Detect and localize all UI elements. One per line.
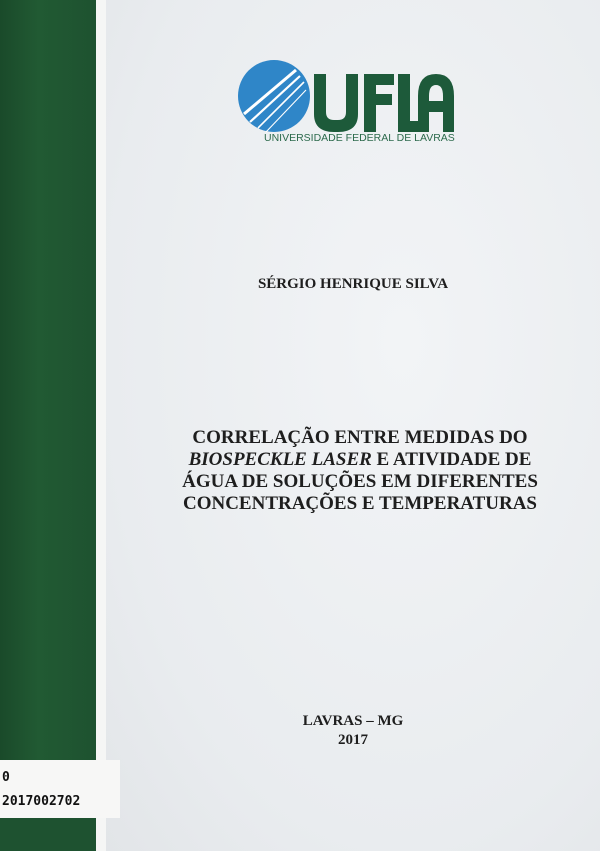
logo-globe-icon (238, 60, 310, 132)
logo-caption: UNIVERSIDADE FEDERAL DE LAVRAS (264, 132, 455, 144)
place: LAVRAS – MG (302, 713, 404, 729)
title-line-2 (150, 449, 570, 471)
title-line-2-rest: E ATIVIDADE DE (371, 449, 532, 470)
title-line-4: CONCENTRAÇÕES E TEMPERATURAS (182, 493, 537, 514)
label-line-2: 2017002702 (2, 794, 81, 809)
spine-edge-strip (96, 0, 106, 851)
author-name: SÉRGIO HENRIQUE SILVA (257, 276, 449, 292)
title-italic-term: BIOSPECKLE LASER (188, 449, 372, 470)
label-line-1: 0 (2, 770, 10, 785)
place-and-year (106, 712, 600, 750)
thesis-title (150, 427, 570, 515)
library-label (0, 760, 120, 818)
green-spine-bottom (0, 818, 96, 851)
year: 2017 (338, 732, 368, 748)
title-line-3: ÁGUA DE SOLUÇÕES EM DIFERENTES (182, 471, 538, 492)
title-line-1: CORRELAÇÃO ENTRE MEDIDAS DO (192, 427, 528, 448)
green-spine-band (0, 0, 96, 851)
